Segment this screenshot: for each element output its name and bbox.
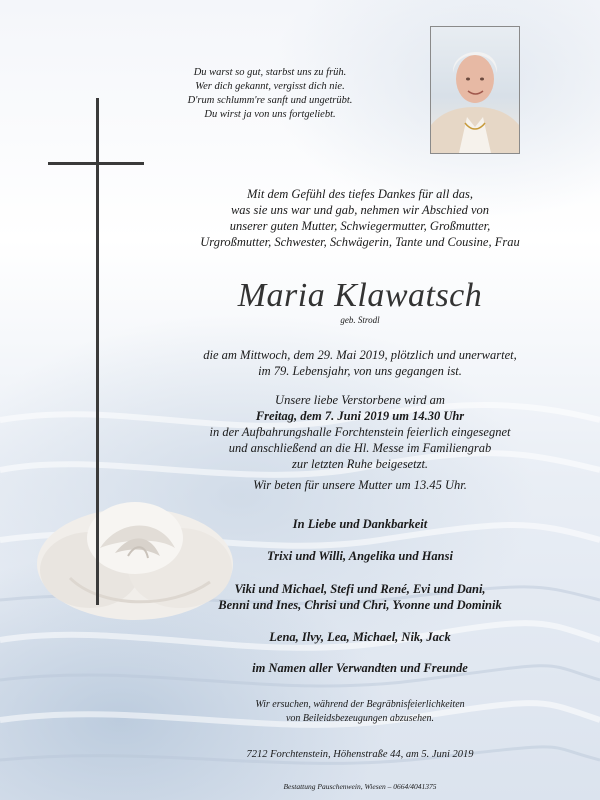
cross-icon-bar	[48, 162, 144, 165]
portrait-icon	[431, 27, 519, 153]
poem-line: Wer dich gekannt, vergisst dich nie.	[195, 81, 345, 92]
mourners-heading-text: In Liebe und Dankbarkeit	[292, 517, 428, 531]
intro-line: Urgroßmutter, Schwester, Schwägerin, Tante und Cousine, Frau	[200, 235, 520, 249]
poem-line: Du warst so gut, starbst uns zu früh.	[193, 67, 347, 78]
funeral-line: und anschließend an die Hl. Messe im Familiengrab	[228, 441, 492, 455]
request-line: von Beileidsbezeugungen abzusehen.	[285, 713, 435, 724]
children-line: Trixi und Willi, Angelika und Hansi	[267, 549, 453, 563]
mourners-grandchildren	[150, 581, 570, 613]
mourners-heading	[150, 516, 570, 532]
mourners-greatgrandchildren	[150, 629, 570, 645]
intro-line: unserer guten Mutter, Schwiegermutter, Großmutter,	[229, 219, 491, 233]
intro-text	[150, 186, 570, 250]
funeral-date: Freitag, dem 7. Juni 2019 um 14.30 Uhr	[255, 409, 465, 423]
funeral-home-footer: Bestattung Pauschenwein, Wiesen – 0664/4041375	[283, 782, 437, 791]
cross-icon	[96, 98, 99, 605]
intro-line: was sie uns war und gab, nehmen wir Abschied von	[230, 203, 490, 217]
mourners-children	[150, 548, 570, 564]
portrait-photo	[430, 26, 520, 154]
request-line: Wir ersuchen, während der Begräbnisfeierlichkeiten	[255, 699, 465, 710]
condolence-request	[150, 698, 570, 726]
greatgrandchildren-line: Lena, Ilvy, Lea, Michael, Nik, Jack	[269, 630, 451, 644]
maiden-name: geb. Strodl	[340, 315, 380, 325]
relatives-line: im Namen aller Verwandten und Freunde	[252, 661, 468, 675]
poem-line: Du wirst ja von uns fortgeliebt.	[204, 109, 336, 120]
death-notice	[150, 347, 570, 379]
prayer-time	[150, 477, 570, 493]
death-line: im 79. Lebensjahr, von uns gegangen ist.	[258, 364, 462, 378]
address-line: 7212 Forchtenstein, Höhenstraße 44, am 5. Juni 2019	[246, 749, 474, 760]
death-line: die am Mittwoch, dem 29. Mai 2019, plötzlich und unerwartet,	[203, 348, 517, 362]
funeral-line: zur letzten Ruhe beigesetzt.	[291, 457, 429, 471]
grandchildren-line: Benni und Ines, Chrisi und Chri, Yvonne und Dominik	[218, 598, 502, 612]
poem	[150, 66, 390, 122]
funeral-line: in der Aufbahrungshalle Forchtenstein feierlich eingesegnet	[209, 425, 511, 439]
grandchildren-line: Viki und Michael, Stefi und René, Evi und Dani,	[234, 582, 486, 596]
poem-line: D'rum schlumm're sanft und ungetrübt.	[187, 95, 353, 106]
mourners-relatives	[150, 660, 570, 676]
intro-line: Mit dem Gefühl des tiefes Dankes für all das,	[246, 187, 473, 201]
funeral-info	[150, 392, 570, 472]
deceased-name: Maria Klawatsch	[237, 277, 483, 314]
address-date	[150, 748, 570, 762]
funeral-line: Unsere liebe Verstorbene wird am	[275, 393, 445, 407]
prayer-line: Wir beten für unsere Mutter um 13.45 Uhr.	[253, 478, 467, 492]
